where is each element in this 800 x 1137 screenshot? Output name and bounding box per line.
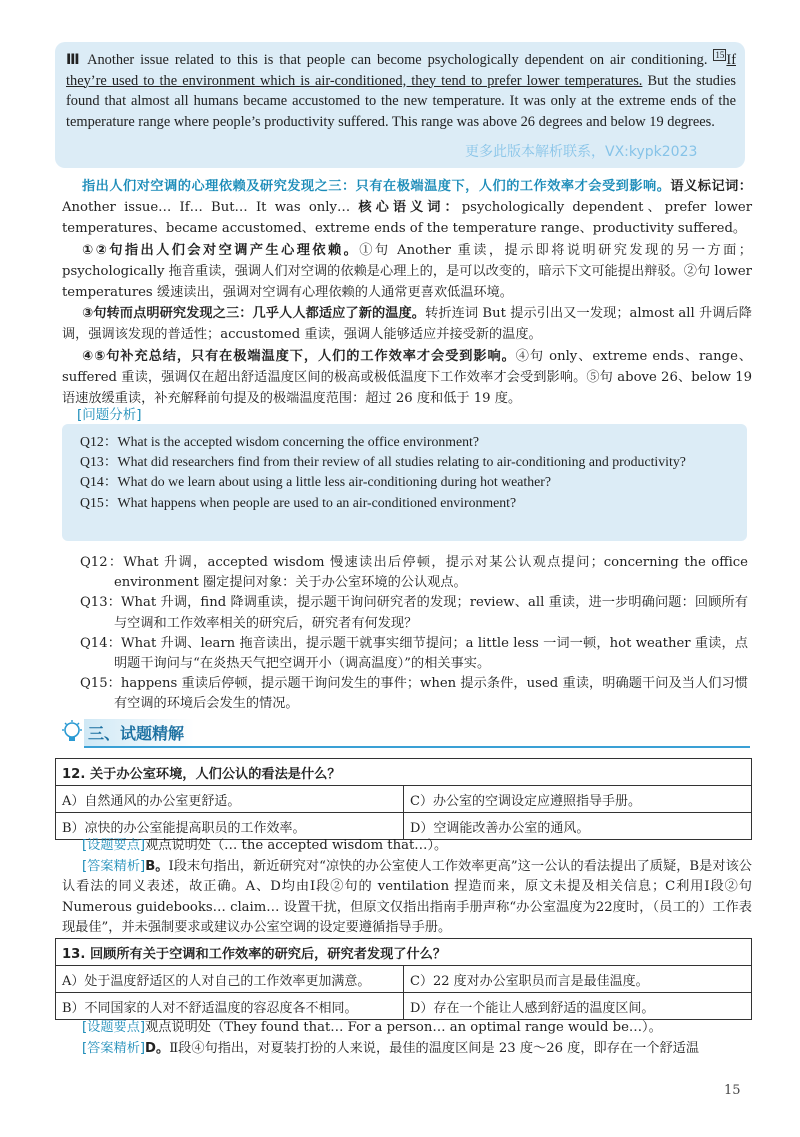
question-item: Q13：What did researchers find from their review of all studies relating to air-conditioning and productivity?	[80, 454, 686, 470]
markers-label: 语义标记词：	[670, 179, 752, 194]
paragraph-marker: Ⅲ	[66, 52, 82, 68]
q13-point: 观点说明处（They found that… For a person… an optimal range would be…）。	[145, 1020, 662, 1035]
q12-option-c: C）办公室的空调设定应遵照指导手册。	[404, 786, 752, 813]
sentence-number: 15	[715, 50, 725, 61]
p1-text: ①句 Another 重读，提示即将说明研究发现的另一方面；psychologically 拖音重读，强调人们对空调的依赖是心理上的，是可以改变的，暗示下文可能提出辩驳。②句 lower temperatures 缓速读出，强调对空调有心理依赖的人通常更喜欢低温环境。	[62, 242, 752, 301]
passage-underlined: If they’re used to the environment which is air-conditioned, they tend to prefer lower temperatures.	[66, 52, 736, 89]
section-underline	[84, 746, 750, 748]
q12-option-d: D）空调能改善办公室的通风。	[404, 813, 752, 840]
p2-text: 转折连词 But 提示引出又一发现；almost all 升调后降调，强调该发现的普适性；accustomed 重读，强调人能够适应并接受新的温度。	[62, 306, 752, 343]
q12-point: 观点说明处（… the accepted wisdom that…）。	[145, 838, 448, 853]
q13-option-c: C）22 度对办公室职员而言是最佳温度。	[404, 966, 752, 993]
questions-list	[80, 432, 740, 513]
q13-answer: D。	[145, 1040, 170, 1056]
p3-text: ④句 only、extreme ends、range、suffered 重读，强调仅在超出舒适温度区间的极高或极低温度下工作效率才会受到影响。⑤句 above 26、below 19 语速放缓重读，补充解释前句提及的极端温度范围：超过 26 度和低于 19 度。	[62, 348, 752, 407]
q12-question: 12. 关于办公室环境，人们公认的看法是什么？	[56, 759, 752, 786]
q12-answer-tag: [答案精析]	[82, 858, 146, 874]
question-item: Q12：What is the accepted wisdom concerning the office environment?	[80, 434, 479, 449]
analysis-item: Q13：What 升调，find 降调重读，提示题干询问研究者的发现；review、all 重读，进一步明确问题：回顾所有与空调和工作效率相关的研究后，研究者有何发现？	[80, 595, 748, 631]
q12-option-b: B）凉快的办公室能提高职员的工作效率。	[56, 813, 404, 840]
section-header	[60, 719, 750, 749]
page-number: 15	[724, 1083, 741, 1098]
q13-option-d: D）存在一个能让人感到舒适的温度区间。	[404, 993, 752, 1020]
markers: Another issue… If… But… It was only…	[62, 200, 359, 216]
analysis-item: Q12：What 升调，accepted wisdom 慢速读出后停顿，提示对某公认观点提问；concerning the office environment 圈定提问对象：关于办公室环境的公认观点。	[80, 555, 748, 591]
paragraph-analysis	[62, 176, 752, 409]
q12-option-a: A）自然通风的办公室更舒适。	[56, 786, 404, 813]
q13-option-b: B）不同国家的人对不舒适温度的容忍度各不相同。	[56, 993, 404, 1020]
q13-question: 13. 回顾所有关于空调和工作效率的研究后，研究者发现了什么？	[56, 939, 752, 966]
q12-table	[55, 758, 752, 840]
analysis-headline: 指出人们对空调的心理依赖及研究发现之三：只有在极端温度下，人们的工作效率才会受到影响。	[82, 179, 671, 194]
q13-explanation	[62, 1018, 752, 1059]
q13-point-tag: [设题要点]	[82, 1020, 146, 1035]
core-words: psychologically dependent、prefer lower temperatures、became accustomed、extreme ends of the temperature range、productivity suffered。	[62, 200, 753, 237]
analysis-item: Q14：What 升调、learn 拖音读出，提示题干就事实细节提问；a little less 一词一顿，hot weather 重读，点明题干询问与“在炎热天气把空调开小（调高温度）”的相关事实。	[80, 635, 748, 672]
passage-text-2: But the studies found that almost all humans became accustomed to the new temperature. It was only at the extreme ends of the temperature range where people’s productivity suffered. This range was above 26 degrees and below 19 degrees.	[66, 72, 736, 130]
question-item: Q14：What do we learn about using a little less air-conditioning during hot weather?	[80, 474, 551, 490]
p2-bold: ③句转而点明研究发现之三：几乎人人都适应了新的温度。	[82, 306, 426, 322]
q13-option-a: A）处于温度舒适区的人对自己的工作效率更加满意。	[56, 966, 404, 993]
analysis-item: Q15：happens 重读后停顿，提示题干询问发生的事件；when 提示条件，used 重读，明确题干问及当人们习惯有空调的环境后会发生的情况。	[80, 676, 748, 712]
q12-answer-text: Ⅰ段末句指出，新近研究对“凉快的办公室使人工作效率更高”这一公认的看法提出了质疑，B是对该公认看法的同义表述，故正确。A、D均由Ⅰ段②句的 ventilation 捏造而来，原文未提及相关信息；C利用Ⅰ段②句 Numerous guidebooks… claim… 设置干扰，但原文仅指出指南手册声称“办公室温度为22度时，（员工的）工作表现最佳”，并未强制要求或建议办公室空调的设定要遵循指导手册。	[62, 858, 752, 935]
passage-text-1: Another issue related to this is that people can become psychologically dependent on air conditioning.	[81, 52, 714, 68]
watermark: 更多此版本解析联系，VX:kypk2023	[465, 144, 698, 160]
p3-bold: ④⑤句补充总结，只有在极端温度下，人们的工作效率才会受到影响。	[82, 348, 516, 364]
q12-point-tag: [设题要点]	[82, 838, 146, 853]
core-label: 核心语义词：	[358, 200, 462, 216]
q13-answer-text: Ⅱ段④句指出，对夏装打扮的人来说，最佳的温度区间是 23 度～26 度，即存在一个舒适温	[169, 1040, 700, 1056]
q13-table	[55, 938, 752, 1020]
p1-bold: ①②句指出人们会对空调产生心理依赖。	[82, 242, 360, 258]
q13-answer-tag: [答案精析]	[82, 1040, 146, 1056]
section-title: 三、试题精解	[84, 719, 194, 746]
q12-explanation	[62, 836, 752, 939]
question-item: Q15：What happens when people are used to an air-conditioned environment?	[80, 494, 517, 510]
q12-answer: B。	[145, 858, 169, 874]
question-analysis-list	[80, 553, 748, 715]
passage-paragraph	[66, 50, 736, 132]
lightbulb-icon	[60, 719, 84, 745]
question-analysis-tag: [问题分析]	[77, 407, 142, 423]
